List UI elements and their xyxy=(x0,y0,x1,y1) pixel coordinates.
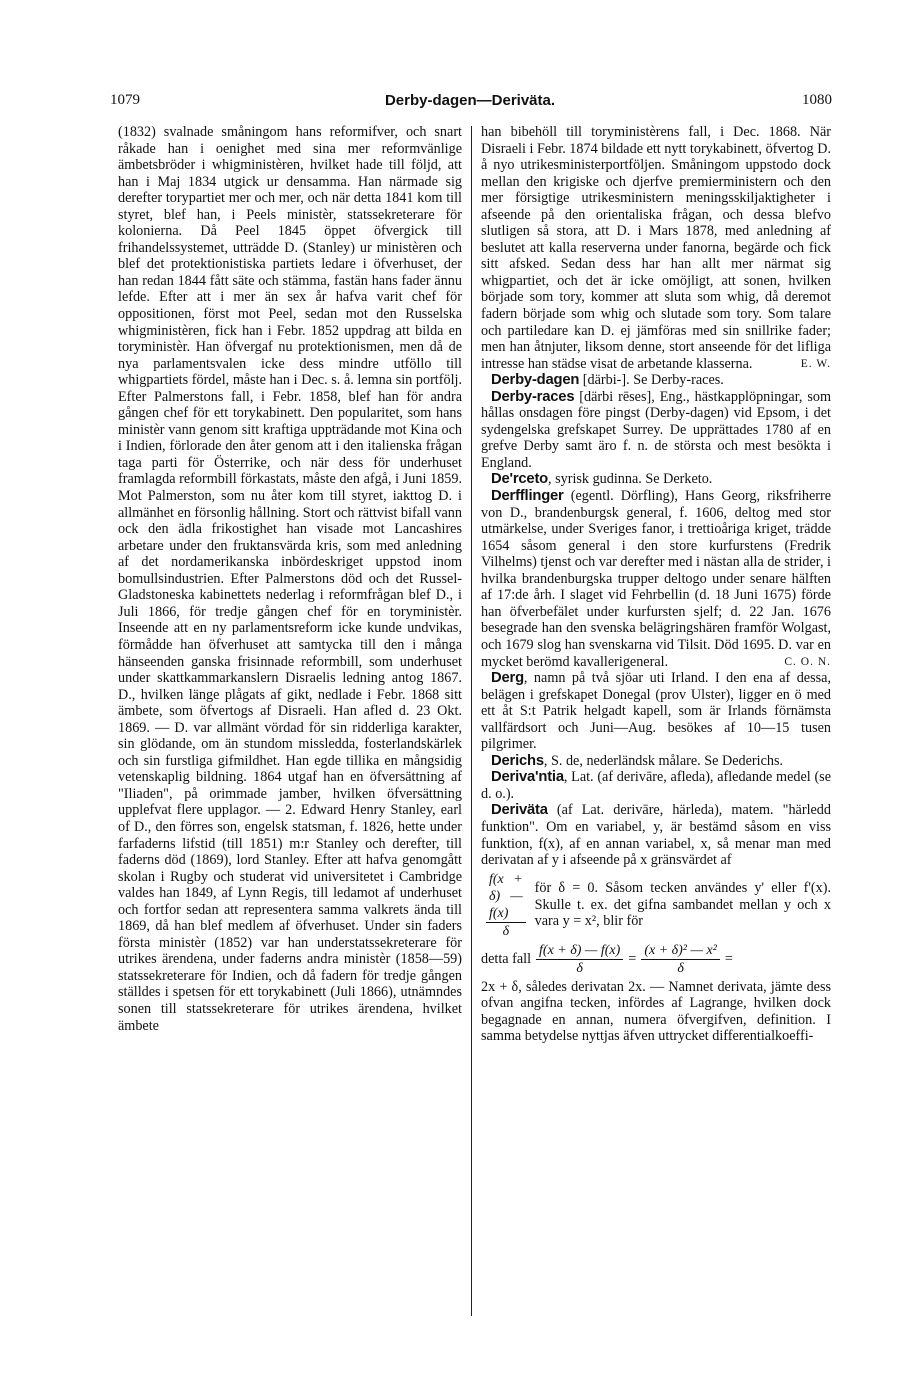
headword: Derby-dagen xyxy=(491,372,580,389)
entry-signature: C. O. N. xyxy=(784,655,831,668)
formula-limit xyxy=(481,871,831,940)
entry-text: [därbi rēses], Eng., hästkapplöpningar, som hållas onsdagen före pingst (Derby-dagen) vid Epsom, i det sydengelska grefskapet Surrey. De upprättades 1780 af en grefve Derby samt äro f. n. de största och mest besökta i England. xyxy=(481,388,831,471)
fraction-general xyxy=(536,942,623,977)
entry-derceto xyxy=(481,471,831,488)
continuation-body: han bibehöll till toryministèrens fall, i Dec. 1868. När Disraeli i Febr. 1874 bildade ett nytt torykabinett, öfvertog D. å nyo utrikesministerportföljen. Småningom uppstodo dock mellan den krigiske och djerfve premierministern och den mer försigtige utrikesministern meningsskiljaktigheter i afseende på den orientaliska frågan, och dessa blefvo slutligen så stora, att D. i Mars 1878, med anledning af beslutet att kalla reserverna under fanorna, begärde och fick sitt afsked. Sedan dess har han allt mer närmat sig whigpartiet, och det är icke omöjligt, att sonen, hvilken började som tory, kommer att sluta som whig, då deremot fadern började som whig och slutade som tory. Som talare och partiledare kan D. ej jämföras med sin snillrike fader; men han åtnjuter, liksom denne, stort anseende för det lifliga intresse han städse visat de arbetande klasserna. xyxy=(481,124,831,372)
entry-derfflinger xyxy=(481,488,831,670)
headword: Derichs xyxy=(491,752,544,769)
page-number-left: 1079 xyxy=(110,92,140,108)
headword: Deriva'ntia xyxy=(491,769,564,786)
entry-text: , namn på två sjöar uti Irland. I den ena af dessa, belägen i grefskapet Donegal (prov Ulster), ligger en ö med ett åt S:t Patrik helgadt kapell, som är Irlands förnämsta vallfärdsort och Juni—Aug. besökes af 10—15 tusen pilgrimer. xyxy=(481,670,831,753)
left-column-text: (1832) svalnade småningom hans reformifver, och snart råkade han i oenighet med sina mer reformvänlige ämbetsbröder i whigministèren, hvilket hade till följd, att han i Maj 1834 utgick ur densamma. Han närmade sig derefter torypartiet mer och mer, och när detta 1841 kom till styret, blef han, i Peels ministèr, statssekreterare för kolonierna. Då Peel 1845 öppet öfvergick till frihandelssystemet, utträdde D. (Stanley) ur ministèren och blef det protektionistiska partiets ledare i öfverhuset, der han redan 1844 fått säte och stämma, fastän hans fader ännu lefde. Efter att i mer än sex år hafva varit chef för oppositionen, först mot Peel, sedan mot den Russelska whigministèren, fick han i Febr. 1852 uppdrag att bilda en toryministèr. Han öfvergaf nu protektionismen, men då de nya parlamentsvalen icke dess mindre utföllo till whigpartiets fördel, måste han i Dec. s. å. lemna sin portfölj. Efter Palmerstons fall, i Febr. 1858, blef han för andra gången chef för ett torykabinett. Den popularitet, som hans ministèr vann genom sitt kraftiga uppträdande mot Kina och i Indien, förlorade den åter genom att i den italienska frågan taga parti för Österrike, och när dess för underhuset framlagda reformbill förkastats, måste den afgå, i Juni 1859. Mot Palmerston, som nu åter kom till styret, iakttog D. i allmänhet en försonlig hållning. Stort och rättvist bifall vann ock den ädla frikostighet han visade mot Lancashires arbetare under den fruktansvärda kris, som med anledning af det nordamerikanska inbördeskriget uppstod inom bomullsindustrien. Efter Palmerstons död och det Russel-Gladstoneska kabinettets nederlag i reformfrågan blef D., i Juli 1866, för tredje gången chef för en toryministèr. Inseende att en ny parlamentsreform icke kunde undvikas, förmådde han öfverhuset att samtycka till den i många hänseenden ganska frisinnade reformbill, som underhuset under skattkammarkanslern Disraelis ledning antog 1867. D., hvilken länge plågats af gikt, nedlade i Febr. 1868 sitt ämbete, som öfvertogs af Disraeli. Han afled d. 23 Okt. 1869. — D. var allmänt vördad för sin ridderliga karakter, sin glödande, om än stundom missledda, fosterlandskärlek och sin furstliga gifmildhet. Han egde tillika en mångsidig vetenskaplig bildning. 1864 utgaf han en öfversättning af "Iliaden", på orimmade jamber, hvilken öfversättning upplefvat flere upplagor. — 2. Edward Henry Stanley, earl of D., den förres son, engelsk statsman, f. 1826, hette under farfaderns lifstid (till 1851) m:r Stanley och derefter, till faderns död (1869), lord Stanley. Efter att hafva genomgått skolan i Rugby och studerat vid universitetet i Cambridge valdes han 1849, af Lynn Regis, till ledamot af underhuset och fortfor sedan att representera samma valkrets ända till 1869, då han blef medlem af öfverhuset. Under sin faders första ministèr (1852) var han understatssekreterare för utrikes ärendena, under faderns andra ministèr (1858—59) statssekreterare för Indien, och då fadern för tredje gången ställdes i spetsen för ett torykabinett (Juli 1866), utnämndes sonen till statssekreterare för utrikes ärendena, hvilket ämbete xyxy=(118,124,462,1034)
fraction-numerator: f(x + δ) — f(x) xyxy=(486,871,526,923)
equals-sign: = xyxy=(628,950,637,967)
derivata-ending: 2x + δ, således derivatan 2x. — Namnet derivata, jämte dess ofvan angifna tecken, infördes af Lagrange, hvilken dock begagnade en annan, numera öfvergifven, definition. I samma betydelse nyttjas äfven uttrycket differentialkoeffi- xyxy=(481,978,831,1045)
fraction-numerator: f(x + δ) — f(x) xyxy=(536,942,623,960)
column-divider xyxy=(471,126,472,1316)
formula-example xyxy=(481,942,831,977)
equals-sign: = xyxy=(724,950,733,967)
entry-text: , Lat. (af derivāre, afleda), afledande medel (se d. o.). xyxy=(481,769,831,802)
entry-derg xyxy=(481,670,831,753)
formula-followup-text: för δ = 0. Såsom tecken användes y' eller f'(x). Skulle t. ex. det gifna sambandet mellan y och x vara y = x², blir för xyxy=(534,880,831,930)
headword: Deriväta xyxy=(491,802,548,819)
entry-text: [därbi-]. Se Derby-races. xyxy=(579,372,724,389)
entry-text: (egentl. Dörfling), Hans Georg, riksfriherre von D., brandenburgsk general, f. 1606, deltog med stor utmärkelse, under Sveriges fanor, i trettioåriga kriget, trädde 1654 såsom general i den store kurfurstens (Fredrik Vilhelms) tjenst och var derefter med i nästan alla de strider, i hvilka brandenburgska trupper deltogo under senare hälften af 17:de årh. I slaget vid Fehrbellin (d. 18 Juni 1675) förde han öfverbefälet under kurfursten sjelf; d. 22 Jan. 1676 besegrade han den svenska belägringshären framför Wolgast, och 1679 slog han svenskarna vid Tilsit. Död 1695. D. var en mycket berömd kavallerigeneral. xyxy=(481,488,831,670)
left-column xyxy=(118,124,462,1034)
continuation-signature: E. W. xyxy=(800,357,831,370)
entry-text: (af Lat. derivāre, härleda), matem. "härledd funktion". Om en variabel, y, är bestämd såsom en viss funktion, f(x), af en annan variabel, x, så menar man med derivatan af y i afseende på x gränsvärdet af xyxy=(481,802,831,869)
headword: Derby-races xyxy=(491,388,575,405)
fraction-denominator: δ xyxy=(576,960,583,976)
entry-derby-dagen xyxy=(481,372,831,389)
headword: De'rceto xyxy=(491,471,549,488)
entry-text: , S. de, nederländsk målare. Se Dederichs. xyxy=(543,752,784,769)
fraction-denominator: δ xyxy=(677,960,684,976)
page-header xyxy=(110,92,830,114)
continuation-text xyxy=(481,124,831,372)
fraction-difference-quotient xyxy=(486,871,526,940)
entry-derivata xyxy=(481,802,831,868)
fraction-denominator: δ xyxy=(502,923,510,939)
formula-label: detta fall xyxy=(481,950,532,967)
headword: Derfflinger xyxy=(491,488,564,505)
entry-text: , syrisk gudinna. Se Derketo. xyxy=(548,471,713,488)
entry-derivantia xyxy=(481,769,831,802)
fraction-squared xyxy=(641,942,720,977)
headword: Derg xyxy=(491,670,524,687)
right-column xyxy=(481,124,831,1045)
entry-derby-races xyxy=(481,389,831,472)
entry-derichs xyxy=(481,753,831,770)
page-number-right: 1080 xyxy=(802,92,832,108)
running-title: Derby-dagen—Deriväta. xyxy=(384,92,556,109)
fraction-numerator: (x + δ)² — x² xyxy=(641,942,720,960)
